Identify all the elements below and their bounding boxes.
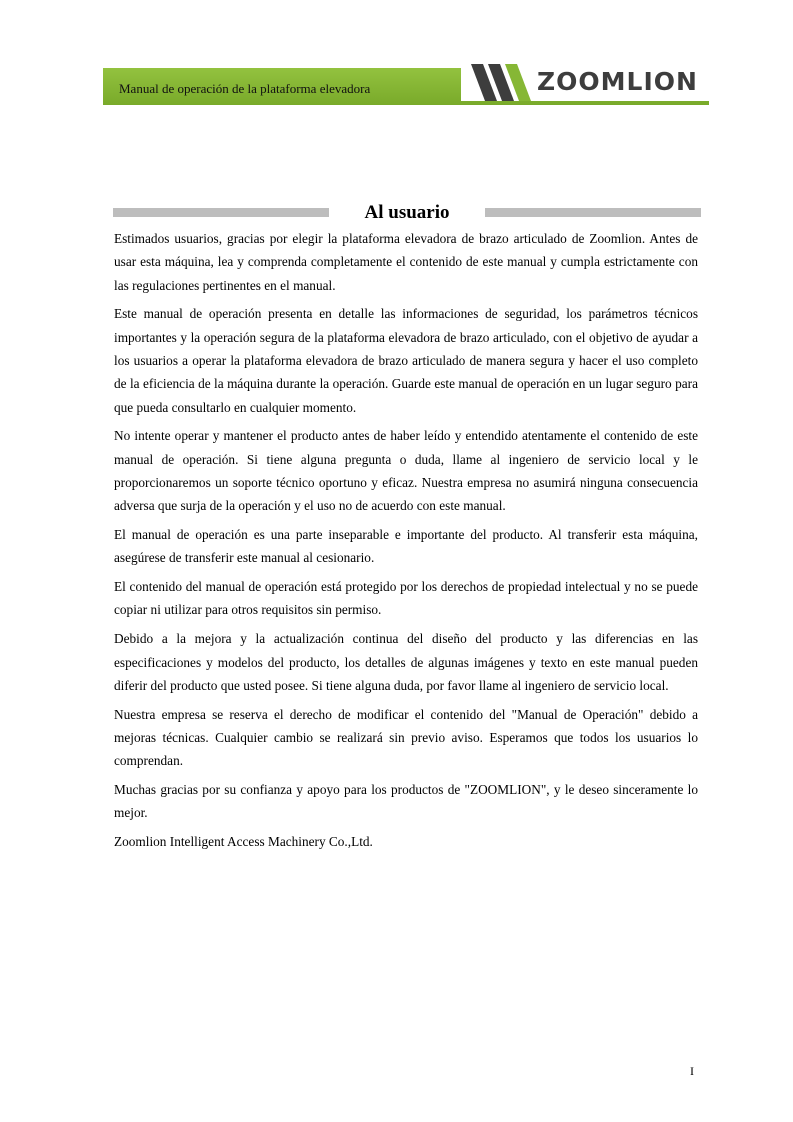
paragraph: No intente operar y mantener el producto antes de haber leído y entendido atentamente el contenido de este manual de operación. Si tiene alguna pregunta o duda, llame al ingeniero de servicio local y le proporcionaremos un soporte técnico oportuno y eficaz. Nuestra empresa no asumirá ninguna consecuencia adversa que surja de la operación y el uso no de acuerdo con este manual. [114,428,698,514]
zoomlion-logo [461,64,709,101]
paragraph: Nuestra empresa se reserva el derecho de modificar el contenido del "Manual de Operación" debido a mejoras técnicas. Cualquier cambio se realizará sin previo aviso. Esperamos que todos los usuarios lo comprendan. [114,706,698,769]
paragraph: Este manual de operación presenta en detalle las informaciones de seguridad, los parámetros técnicos importantes y la operación segura de la plataforma elevadora de brazo articulado, con el objetivo de ayudar a los usuarios a operar la plataforma elevadora de brazo articulado de manera segura y hacer el uso completo de la eficiencia de la máquina durante la operación. Guarde este manual de operación en un lugar seguro para que pueda consultarlo en cualquier momento. [114,306,698,415]
paragraph: Muchas gracias por su confianza y apoyo para los productos de "ZOOMLION", y le deseo sinceramente lo mejor. [114,782,698,821]
header-title: Manual de operación de la plataforma elevadora [119,81,371,96]
title-rule-right [485,208,701,217]
paragraph: El manual de operación es una parte inseparable e importante del producto. Al transferir esta máquina, asegúrese de transferir este manual al cesionario. [114,527,698,566]
signature: Zoomlion Intelligent Access Machinery Co.,Ltd. [114,834,373,850]
page-number: I [690,1064,694,1078]
page-title: Al usuario [364,202,450,223]
title-rule-left [113,208,329,217]
logo-text: ZOOMLION [537,67,698,96]
paragraph: Estimados usuarios, gracias por elegir la plataforma elevadora de brazo articulado de Zoomlion. Antes de usar esta máquina, lea y comprenda completamente el contenido de este manual y cumpla estrictamente con las regulaciones pertinentes en el manual. [114,231,698,293]
body-content [114,227,698,859]
logo-stripes-icon [471,64,531,101]
paragraph: Debido a la mejora y la actualización continua del diseño del producto y las diferencias en las especificaciones y modelos del producto, los detalles de algunas imágenes y texto en este manual pueden diferir del producto que usted posee. Si tiene alguna duda, por favor llame al ingeniero de servicio local. [114,631,698,693]
paragraph: El contenido del manual de operación está protegido por los derechos de propiedad intelectual y no se puede copiar ni utilizar para otros requisitos sin permiso. [114,579,698,618]
page-header [103,64,709,105]
